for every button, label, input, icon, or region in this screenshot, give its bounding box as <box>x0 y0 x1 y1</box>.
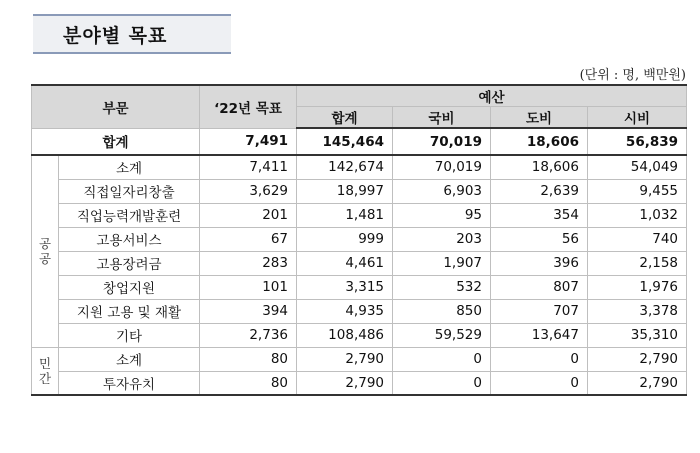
cell-target: 3,629 <box>200 179 297 203</box>
total-national: 70,019 <box>393 128 491 155</box>
header-national: 국비 <box>393 107 491 129</box>
table-row <box>32 323 687 347</box>
row-label: 투자유치 <box>59 371 200 395</box>
cell-national: 6,903 <box>393 179 491 203</box>
table-row <box>32 251 687 275</box>
total-row <box>32 128 687 155</box>
header-province: 도비 <box>491 107 588 129</box>
cell-national: 70,019 <box>393 155 491 179</box>
cell-city: 1,032 <box>588 203 687 227</box>
total-province: 18,606 <box>491 128 588 155</box>
cell-national: 1,907 <box>393 251 491 275</box>
cell-target: 67 <box>200 227 297 251</box>
cell-city: 2,790 <box>588 347 687 371</box>
cell-province: 56 <box>491 227 588 251</box>
goal-table <box>31 84 687 396</box>
table-row <box>32 299 687 323</box>
cell-sum: 108,486 <box>297 323 393 347</box>
cell-target: 283 <box>200 251 297 275</box>
cell-national: 532 <box>393 275 491 299</box>
table-row <box>32 347 687 371</box>
table-row <box>32 155 687 179</box>
group-label-char: 공 <box>38 236 52 252</box>
cell-national: 95 <box>393 203 491 227</box>
group-label <box>32 155 59 347</box>
cell-city: 2,158 <box>588 251 687 275</box>
cell-target: 101 <box>200 275 297 299</box>
total-city: 56,839 <box>588 128 687 155</box>
cell-sum: 2,790 <box>297 371 393 395</box>
cell-province: 0 <box>491 347 588 371</box>
cell-national: 850 <box>393 299 491 323</box>
cell-province: 0 <box>491 371 588 395</box>
cell-province: 13,647 <box>491 323 588 347</box>
cell-province: 396 <box>491 251 588 275</box>
cell-province: 354 <box>491 203 588 227</box>
cell-target: 201 <box>200 203 297 227</box>
cell-sum: 4,935 <box>297 299 393 323</box>
group-label-char: 공 <box>38 251 52 267</box>
cell-province: 2,639 <box>491 179 588 203</box>
cell-national: 0 <box>393 347 491 371</box>
cell-city: 35,310 <box>588 323 687 347</box>
cell-city: 740 <box>588 227 687 251</box>
cell-province: 807 <box>491 275 588 299</box>
cell-city: 9,455 <box>588 179 687 203</box>
cell-national: 0 <box>393 371 491 395</box>
table-row <box>32 371 687 395</box>
table-row <box>32 227 687 251</box>
row-label: 고용장려금 <box>59 251 200 275</box>
row-label: 소계 <box>59 347 200 371</box>
header-target: ‘22년 목표 <box>200 85 297 128</box>
cell-sum: 18,997 <box>297 179 393 203</box>
header-city: 시비 <box>588 107 687 129</box>
cell-city: 1,976 <box>588 275 687 299</box>
cell-sum: 3,315 <box>297 275 393 299</box>
table-row <box>32 179 687 203</box>
cell-province: 18,606 <box>491 155 588 179</box>
cell-city: 2,790 <box>588 371 687 395</box>
row-label: 직접일자리창출 <box>59 179 200 203</box>
cell-province: 707 <box>491 299 588 323</box>
group-label-char: 간 <box>38 370 52 386</box>
cell-city: 54,049 <box>588 155 687 179</box>
cell-sum: 999 <box>297 227 393 251</box>
table-row <box>32 275 687 299</box>
row-label: 소계 <box>59 155 200 179</box>
cell-target: 80 <box>200 347 297 371</box>
cell-target: 2,736 <box>200 323 297 347</box>
row-label: 지원 고용 및 재활 <box>59 299 200 323</box>
section-title: 분야별 목표 <box>33 14 231 54</box>
row-label: 기타 <box>59 323 200 347</box>
row-label: 창업지원 <box>59 275 200 299</box>
row-label: 고용서비스 <box>59 227 200 251</box>
total-sum: 145,464 <box>297 128 393 155</box>
cell-national: 203 <box>393 227 491 251</box>
total-label: 합계 <box>32 128 200 155</box>
cell-national: 59,529 <box>393 323 491 347</box>
cell-sum: 4,461 <box>297 251 393 275</box>
header-total: 합계 <box>297 107 393 129</box>
cell-sum: 2,790 <box>297 347 393 371</box>
row-label: 직업능력개발훈련 <box>59 203 200 227</box>
cell-target: 80 <box>200 371 297 395</box>
cell-city: 3,378 <box>588 299 687 323</box>
cell-target: 394 <box>200 299 297 323</box>
header-sector: 부문 <box>32 85 200 128</box>
group-label <box>32 347 59 395</box>
header-budget: 예산 <box>297 85 687 107</box>
total-target: 7,491 <box>200 128 297 155</box>
cell-sum: 142,674 <box>297 155 393 179</box>
cell-sum: 1,481 <box>297 203 393 227</box>
unit-note: (단위 : 명, 백만원) <box>579 68 686 83</box>
table-row <box>32 203 687 227</box>
group-label-char: 민 <box>38 355 52 371</box>
cell-target: 7,411 <box>200 155 297 179</box>
